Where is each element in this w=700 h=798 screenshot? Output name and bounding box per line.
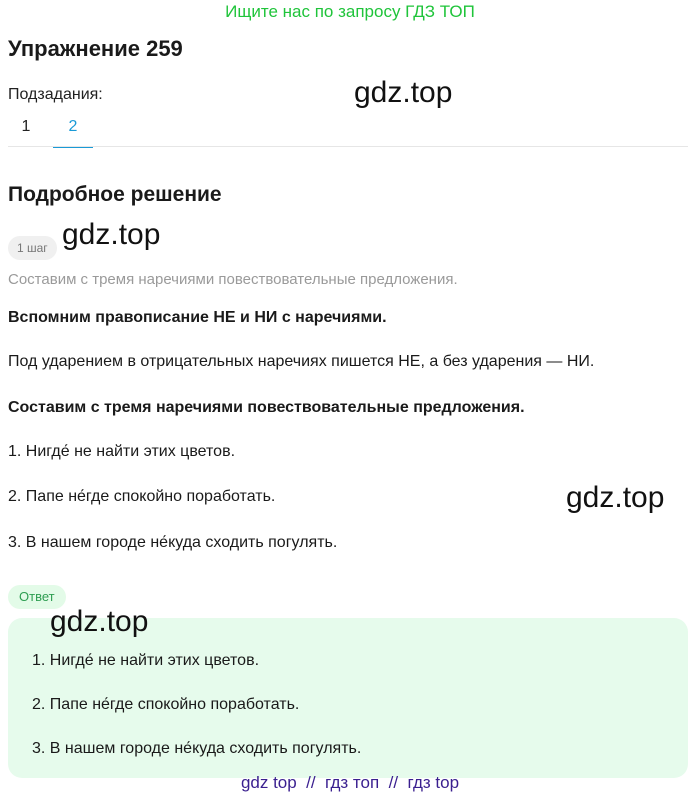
solution-intro: Составим с тремя наречиями повествовательные предложения. — [8, 271, 458, 288]
watermark: gdz.top — [50, 605, 149, 638]
page-title: Упражнение 259 — [8, 36, 183, 61]
solution-sentence: 1. Нигде́ не найти этих цветов. — [8, 443, 236, 460]
task-heading: Составим с тремя наречиями повествовательные предложения. — [8, 399, 525, 416]
rule-text: Под ударением в отрицательных наречиях пишется НЕ, а без ударения — НИ. — [8, 353, 595, 370]
solution-sentence: 3. В нашем городе не́куда сходить погулять. — [8, 534, 338, 551]
answer-sentence: 1. Нигде́ не найти этих цветов. — [32, 652, 260, 669]
footer-links: gdz top // гдз топ // гдз top — [240, 773, 460, 792]
watermark: gdz.top — [62, 218, 161, 251]
rule-heading: Вспомним правописание НЕ и НИ с наречиями. — [8, 309, 387, 326]
tab-subtask-2[interactable]: 2 — [53, 116, 93, 148]
answer-badge: Ответ — [8, 585, 66, 609]
watermark: gdz.top — [566, 481, 665, 514]
subtasks-label: Подзадания: — [8, 86, 103, 103]
answer-sentence: 2. Папе не́где спокойно поработать. — [32, 696, 300, 713]
step-badge: 1 шаг — [8, 236, 57, 260]
solution-title: Подробное решение — [8, 183, 222, 206]
answer-sentence: 3. В нашем городе не́куда сходить погулять. — [32, 740, 362, 757]
promo-banner: Ищите нас по запросу ГДЗ ТОП — [225, 2, 475, 21]
tab-subtask-1[interactable]: 1 — [21, 118, 31, 135]
divider — [8, 146, 688, 147]
watermark: gdz.top — [354, 76, 453, 109]
solution-sentence: 2. Папе не́где спокойно поработать. — [8, 488, 276, 505]
